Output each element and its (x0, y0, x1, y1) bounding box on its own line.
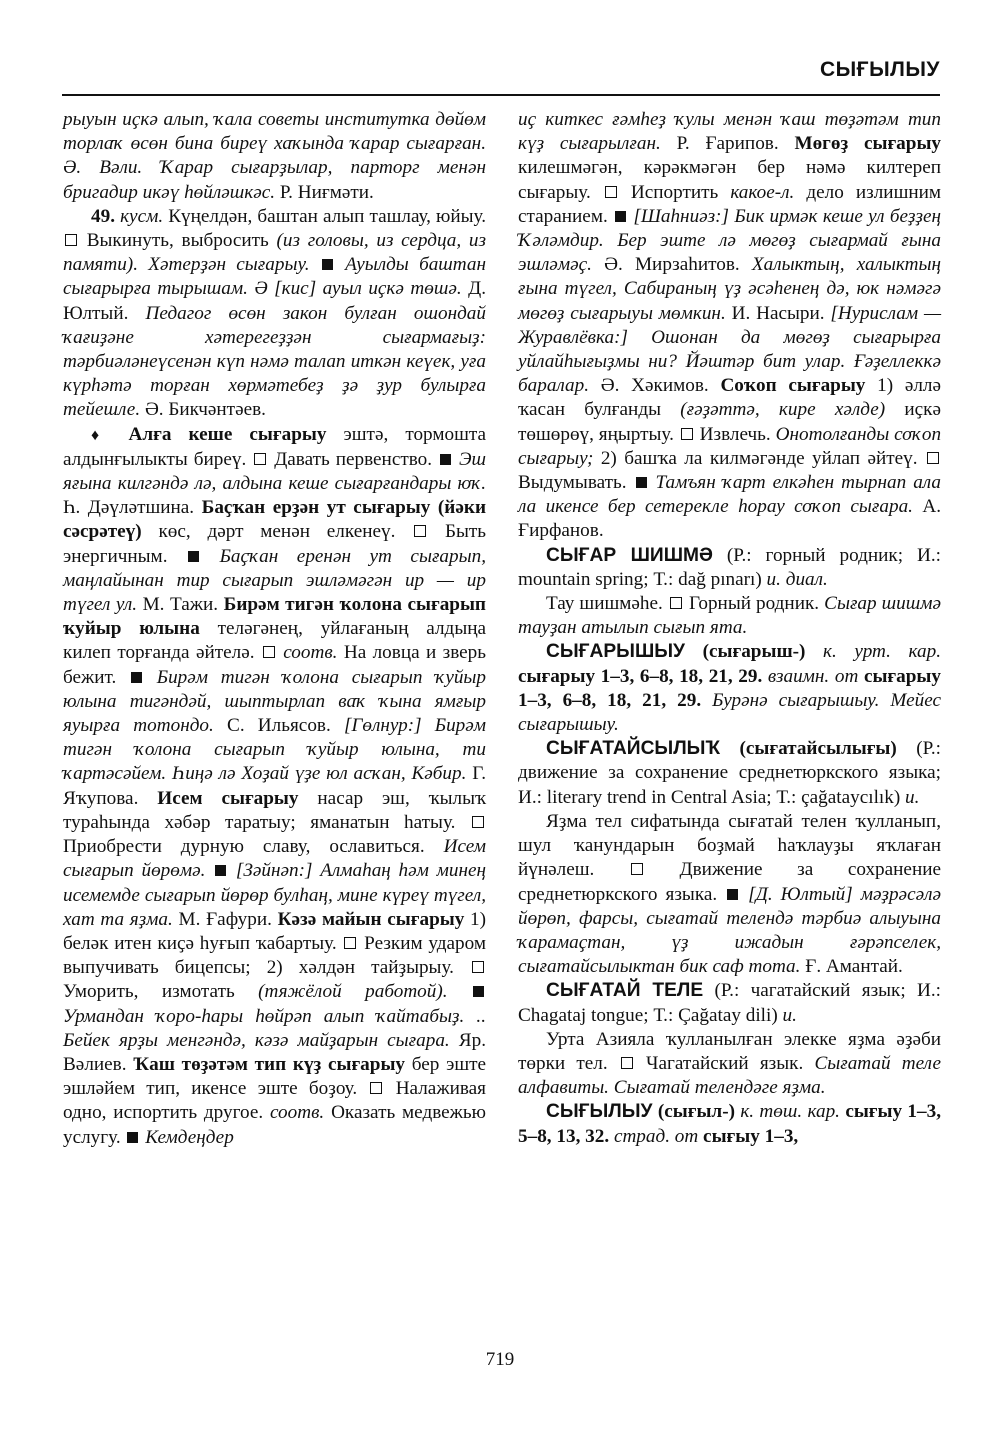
entry-sygylyu (518, 1100, 941, 1148)
translation: Испортить (630, 181, 719, 203)
definition: Күңелдән, баштан алып ташлау, юйыу. (168, 205, 487, 227)
translation: Быть энергичным. (63, 521, 487, 567)
example-marker-icon (440, 454, 451, 465)
right-paragraph-1 (518, 108, 941, 544)
equivalents: (Р.: чагатайский язык; И.: Chagataj tongue; Т.: Çağatay dili) (518, 980, 941, 1026)
definition: теләгәнең, уйлағаның алдыңа килеп торғанда әйтелә. (63, 618, 486, 664)
definition: Урта Азияла ҡулланылған элекке яҙма әҙәби төрки тел. (518, 1028, 941, 1074)
citation: М. Ғафури. (178, 908, 272, 930)
cross-reference: сығыу 1–3, 5–8, 13, 32. (518, 1101, 942, 1147)
example-text: Тамъян ҡарт елкәһен тырнап ала ла икенсе бер сетерекле һорау соҡоп сығара. (518, 472, 941, 518)
left-column (63, 108, 486, 1150)
example-text: Халыктың, халыктың ғына түгел, Сабираның үҙ әсәһенең дә, юк нәмәгә мөгөҙ сығарыуы мөмкин. (518, 254, 942, 324)
translation-marker-icon (65, 234, 77, 246)
example-text: Кемдеңдер (145, 1126, 234, 1148)
label: к. урт. кар. (823, 641, 942, 663)
translation-marker-icon (472, 816, 484, 828)
example-text: Онотолғанды соҡоп сығарыу; (518, 423, 942, 469)
example-text: Бирәм тигән ҡолона сығарып ҡуйыр юлына тигәндәй, шыптырлап ваҡ ҡына ямғыр яуырға тотондо. (63, 666, 487, 737)
translation-marker-icon (254, 453, 266, 465)
idiom-headword: Кәзә майын сығарыу (277, 908, 465, 930)
sense-number: 49. (91, 205, 115, 227)
translation: дело излишним старанием. (518, 181, 942, 227)
cross-reference: сығарыу 1–3, 6–8, 18, 21, 29. (518, 665, 763, 687)
translation: Резким ударом выпучивать бицепсы; 2) хәлдән тайҙырыу. (63, 932, 487, 979)
example-text: (из головы, из сердца, из памяти). Хәтерҙән сығарыу. (63, 230, 486, 276)
cross-reference: сығыу 1–3, (703, 1125, 799, 1147)
translation: Выдумывать. (518, 472, 627, 494)
citation: М. Тажи. (142, 594, 219, 616)
translation-marker-icon (927, 452, 939, 464)
example-text: Сығатай теле алфавиты. Сығатай телендәге яҙма. (518, 1052, 942, 1099)
label: страд. от (613, 1125, 699, 1147)
translation: Чагатайский язык. (646, 1052, 804, 1074)
example-marker-icon (215, 865, 226, 876)
citation: С. Ильясов. (227, 715, 331, 737)
example-marker-icon (615, 211, 626, 222)
translation: Движение за сохранение среднетюркского языка. (518, 859, 942, 905)
idiom-headword: Соҡоп сығарыу (720, 375, 866, 397)
translation: Налаживая одно, испортить другое. (63, 1078, 486, 1124)
translation-marker-icon (681, 428, 693, 440)
header-rule (62, 94, 940, 96)
label: к. төш. кар. (740, 1101, 840, 1123)
citation: Яр. Вәлиев. (63, 1029, 486, 1075)
definition: 1) әллә ҡасан булғанды (518, 375, 942, 421)
translation: Извлечь. (699, 423, 771, 445)
label: соотв. (270, 1102, 325, 1124)
running-head: СЫҒЫЛЫУ (819, 58, 940, 81)
entry-body (518, 1028, 941, 1101)
translation-marker-icon (670, 597, 682, 609)
definition: эштә, тормошта алдынғылыкты биреү. (63, 423, 487, 470)
example-text: Исем сығарып йөрөмә. (63, 836, 486, 882)
translation: Выкинуть, выбросить (86, 230, 269, 252)
stem: (сығыл-) (657, 1101, 735, 1123)
example-text: [Нурислам — Журавлёвка:] Ошонан да мөгөҙ сығарырға уйлайһығыҙмы ни? Йәштәр бит улар. Ғәҙеллеккә баралар. (518, 302, 942, 397)
entry-sygar-shishme (518, 544, 941, 592)
example-text: рыуын иҫкә алып, ҡала советы институтка дөйөм торлаҡ өсөн бина биреү хаҡында ҡарар сығарған. Ә. Вәли. Ҡарар сығарҙылар, парторг менән бригадир икәү һөйләшкәс. (63, 109, 486, 203)
example-marker-icon (131, 672, 142, 683)
example-text: [Гөлнур:] Бирәм тигән ҡолона сығарып ҡуйыр юлына, ти ҡартәсәйем. Һиңә лә Хоҙай үҙе юл асҡан, Кәбир. (63, 715, 487, 785)
entry-headword: СЫҒАР ШИШМӘ (546, 544, 713, 566)
definition: 2) башҡа ла килмәгәнде уйлап әйтеү. (600, 447, 918, 469)
citation: И. Насыри. (731, 302, 825, 324)
translation-marker-icon (631, 863, 643, 875)
diamond-icon: ♦ (91, 426, 112, 444)
entry-headword: СЫҒЫЛЫУ (546, 1101, 653, 1123)
entry-headword: СЫҒАТАЙ ТЕЛЕ (546, 980, 704, 1002)
page-number: 719 (485, 1349, 515, 1370)
left-paragraph-1 (63, 108, 486, 205)
example-marker-icon (473, 986, 484, 997)
entry-headword: СЫҒАТАЙСЫЛЫҠ (546, 738, 721, 760)
entry-sygataisylyk (518, 737, 941, 810)
entry-body (518, 592, 941, 640)
idiom-headword: Алға кеше сығарыу (128, 423, 327, 445)
stem: (сығарыш-) (702, 641, 806, 663)
translation: Приобрести дурную славу, ославиться. (63, 836, 425, 858)
example-text: Ауылды баштан сығарырға тырышам. Ә [кис] ауыл иҫкә төшә. (63, 254, 486, 300)
citation: Р. Ғарипов. (676, 133, 779, 155)
translation-marker-icon (472, 961, 484, 973)
example-text: [Шаһниәз:] Бик ирмәк кеше ул беҙҙең Ҡәләмдир. Бер эште лә мөгөҙ сығармай ғына эшләмәҫ. (518, 205, 941, 276)
label: (тяжёлой работой). (258, 981, 448, 1003)
citation: А. Ғирфанов. (518, 496, 941, 542)
label: кусм. (120, 205, 164, 227)
idiom-headword: Ҡаш төҙәтәм тип күҙ сығарыу (133, 1053, 406, 1075)
label: соотв. (283, 642, 338, 664)
entry-sygaryshyu (518, 640, 941, 737)
idiom-headword: Баҫҡан ерҙән ут сығарыу (201, 497, 431, 519)
translation-marker-icon (344, 937, 356, 949)
translation-marker-icon (370, 1082, 382, 1094)
translation: Уморить, измотать (63, 981, 235, 1003)
citation: Г. Яҡупова. (63, 763, 486, 809)
example-text: [Д. Юлтый] мәҙрәсәлә йөрөп, фарсы, сығатай телендә тәрбиә алыуына ҡарамаҫтан, үҙ ижадын ғәрәпселек, сығатайсылыктан бик саф тота. (518, 883, 941, 978)
definition: килешмәгән, кәрәкмәгән бер нәмә килтереп сығарыу. (518, 157, 941, 203)
citation: Ә. Хәкимов. (600, 375, 709, 397)
citation: Ғ. Амантай. (805, 956, 903, 978)
example-text: Сығар шишмә тауҙан атылып сығып ята. (518, 593, 942, 639)
idiom-headword: Исем сығарыу (157, 787, 299, 809)
definition: 1) беләк итен киҫә һуғып ҡабартыу. (63, 908, 487, 954)
translation-marker-icon (621, 1057, 633, 1069)
definition: Тау шишмәһе. (546, 593, 663, 615)
definition: бер эште эшләйем тип, икенсе эште боҙоу. (63, 1053, 486, 1100)
citation: Ә. Бикчәнтәев. (144, 399, 266, 421)
translation-marker-icon (605, 186, 617, 198)
translation-marker-icon (414, 525, 426, 537)
example-text: Урмандан ҡоро-һары һөйрәп алып ҡайтабыҙ. .. Бейек ярҙы менгәндә, кәзә майҙарын сығара. (63, 1005, 486, 1051)
translation: На ловца и зверь бежит. (63, 642, 487, 688)
label: какое-л. (730, 181, 795, 203)
example-marker-icon (188, 551, 199, 562)
definition: иҫкә төшөрөү, яңыртыу. (518, 399, 942, 445)
idiom-headword: Бирәм тигән ҡолона сығарып ҡуйыр юлына (63, 594, 486, 640)
entry-sygatai-tele (518, 979, 941, 1027)
translation: Горный родник. (688, 593, 820, 615)
example-text: Бурәнә сығарышыу. Мейес сығарышыу. (518, 689, 942, 736)
example-text: Баҫҡан еренән ут сығарып, маңлайынан тир сығарып эшләмәгән ир — ир түгел ул. (63, 545, 487, 616)
translation-marker-icon (263, 646, 275, 658)
label: и. (905, 786, 920, 808)
equivalents: (Р.: горный родник; И.: mountain spring; Т.: dağ pınarı) (518, 544, 941, 590)
definition: көс, дәрт менән елкенеү. (158, 521, 396, 543)
example-text: [Зәйнәп:] Алмаһаң һәм минең исемемде сығарып йөрөр булһаң, мине күреү түгел, хат та яҙма. (63, 860, 487, 930)
example-marker-icon (636, 477, 647, 488)
citation: Ә. Мирзаһитов. (604, 254, 740, 276)
example-text: иҫ киткес ғәмһеҙ ҡулы менән ҡаш төҙәтәм тип күҙ сығарылған. (518, 109, 941, 155)
example-marker-icon (322, 259, 333, 270)
left-paragraph-3 (63, 423, 486, 1150)
left-paragraph-2 (63, 205, 486, 423)
example-marker-icon (127, 1132, 138, 1143)
right-column (518, 108, 941, 1149)
example-text: Эш яғына килгәндә лә, алдына кеше сығарғандары юҡ. (63, 448, 487, 495)
example-marker-icon (727, 889, 738, 900)
translation: Давать первенство. (274, 448, 433, 470)
label: и. диал. (766, 568, 828, 590)
entry-body (518, 810, 941, 979)
stem: (сығатайсылығы) (739, 738, 897, 760)
label: взаимн. от (767, 665, 859, 687)
definition: насар эш, ҡылыҡ тураһында хәбәр таратыу; яманатын һатыу. (63, 787, 487, 833)
label: (ғәҙәттә, кире хәлде) (680, 399, 886, 421)
entry-headword: СЫҒАРЫШЫУ (546, 641, 685, 663)
translation: Оказать медвежью услугу. (63, 1102, 487, 1148)
label: и. (782, 1004, 797, 1026)
idiom-variant: (йәки сәсрәтеү) (63, 497, 486, 543)
example-text: Педагог өсөн закон булған ошондай ҡағиҙәне хәтерегеҙҙән сығармағыҙ: тәрбиәләнеүсенән күп нәмә талап иткән кеүек, уға күрһәтә торған хөрмәтебеҙ ҙә ҙур булырға тейешле. (63, 302, 486, 421)
equivalents: (Р.: движение за сохранение среднетюркского языка; И.: literary trend in Central Asia; Т.: çağataycılık) (518, 738, 941, 808)
citation: Һ. Дәүләтшина. (63, 497, 195, 519)
idiom-headword: Мөгөҙ сығарыу (794, 133, 942, 155)
definition: Яҙма тел сифатында сығатай телен ҡулланып, шул ҡанундарын боҙмай һаҡлауҙы яҡлаған йүнәлеш. (518, 810, 941, 881)
cross-reference: сығарыу 1–3, 6–8, 18, 21, 29. (518, 665, 941, 711)
citation: Д. Юлтый. (63, 278, 486, 324)
citation: Р. Ниғмәти. (279, 181, 374, 203)
